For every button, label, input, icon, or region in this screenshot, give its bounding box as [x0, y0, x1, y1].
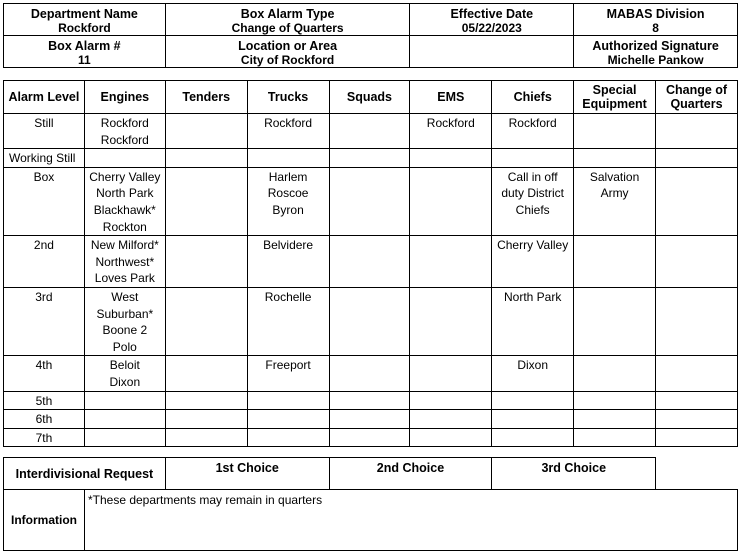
chiefs-entry: Chiefs [515, 202, 550, 217]
header-table [3, 3, 738, 68]
authorized-signature-value: Michelle Pankow [607, 53, 704, 67]
alarm-level-cell: 6th [4, 410, 85, 429]
interdivisional-table [3, 457, 738, 551]
table-row [4, 356, 738, 391]
special-entry: Salvation [589, 169, 640, 184]
coq-cell [656, 356, 738, 391]
squads-cell [329, 236, 410, 288]
coq-cell [656, 428, 738, 447]
trucks-cell [247, 391, 329, 410]
box-alarm-type-value: Change of Quarters [231, 21, 344, 35]
coq-cell [656, 236, 738, 288]
column-header-special-equipment: Special Equipment [574, 81, 656, 114]
coq-cell [656, 287, 738, 355]
authorized-signature-label: Authorized Signature [592, 39, 719, 53]
alarm-grid-table [3, 80, 738, 447]
coq-cell [656, 167, 738, 235]
ems-entry: Rockford [426, 116, 475, 130]
ems-cell [410, 410, 492, 429]
engines-cell [84, 167, 165, 235]
engines-cell [84, 410, 165, 429]
column-header-alarm-level: Alarm Level [4, 81, 85, 114]
special-cell [574, 428, 656, 447]
trucks-entry: Roscoe [267, 186, 309, 201]
effective-date-value: 05/22/2023 [461, 21, 522, 35]
mabas-division-value: 8 [652, 21, 659, 35]
tenders-cell [165, 356, 247, 391]
alarm-level-cell: Working Still [4, 149, 85, 168]
engines-entry: Rockton [102, 219, 147, 234]
information-text: *These departments may remain in quarters [84, 490, 737, 551]
ems-cell [410, 428, 492, 447]
tenders-cell [165, 428, 247, 447]
table-row [4, 167, 738, 235]
engines-entry: Rockford [100, 132, 149, 147]
department-name-label: Department Name [30, 7, 138, 21]
trucks-cell [247, 428, 329, 447]
special-cell [574, 391, 656, 410]
table-row [4, 236, 738, 288]
chiefs-cell [492, 114, 574, 149]
engines-entry: Dixon [109, 374, 141, 389]
ems-cell [410, 167, 492, 235]
engines-entry: Blackhawk* [93, 202, 156, 217]
engines-cell [84, 428, 165, 447]
tenders-cell [165, 410, 247, 429]
effective-date-cell [410, 4, 574, 36]
effective-date-label: Effective Date [450, 7, 534, 21]
engines-entry: Cherry Valley [89, 169, 161, 184]
special-cell [574, 149, 656, 168]
empty-header-cell [410, 36, 574, 68]
engines-entry: New Milford* [90, 238, 159, 253]
trucks-cell [247, 114, 329, 149]
third-choice-label: 3rd Choice [492, 458, 656, 490]
location-value: City of Rockford [240, 53, 335, 67]
coq-cell [656, 149, 738, 168]
department-name-cell [4, 4, 166, 36]
chiefs-cell [492, 236, 574, 288]
chiefs-entry: North Park [503, 289, 562, 304]
authorized-signature-cell [574, 36, 738, 68]
table-row [4, 391, 738, 410]
tenders-cell [165, 287, 247, 355]
engines-entry: Boone 2 [102, 323, 148, 338]
column-header-squads: Squads [329, 81, 410, 114]
chiefs-entry: duty District [501, 186, 564, 201]
chiefs-entry: Dixon [517, 358, 548, 373]
trucks-cell [247, 167, 329, 235]
engines-entry: Rockford [100, 116, 149, 130]
blank-corner [656, 458, 738, 490]
chiefs-cell [492, 428, 574, 447]
table-row [4, 410, 738, 429]
table-row [4, 428, 738, 447]
column-header-change-of-quarters: Change of Quarters [656, 81, 738, 114]
trucks-entry: Harlem [268, 169, 308, 184]
table-row [4, 114, 738, 149]
alarm-level-cell: 5th [4, 391, 85, 410]
special-cell [574, 410, 656, 429]
tenders-cell [165, 114, 247, 149]
alarm-level-cell: Still [4, 114, 85, 149]
alarm-level-cell: Box [4, 167, 85, 235]
alarm-level-cell: 2nd [4, 236, 85, 288]
box-alarm-number-cell [4, 36, 166, 68]
box-alarm-number-label: Box Alarm # [48, 39, 121, 53]
column-header-engines: Engines [84, 81, 165, 114]
trucks-cell [247, 236, 329, 288]
chiefs-entry: Cherry Valley [497, 238, 569, 253]
interdivisional-request-label: Interdivisional Request [4, 458, 166, 490]
ems-cell [410, 287, 492, 355]
tenders-cell [165, 391, 247, 410]
table-row [4, 287, 738, 355]
second-choice-label: 2nd Choice [329, 458, 492, 490]
grid-header-row [4, 81, 738, 114]
column-header-tenders: Tenders [165, 81, 247, 114]
engines-entry: Northwest* [95, 254, 155, 269]
engines-entry: Polo [112, 339, 137, 354]
ems-cell [410, 236, 492, 288]
box-alarm-type-label: Box Alarm Type [240, 7, 335, 21]
ems-cell [410, 356, 492, 391]
information-label: Information [4, 490, 85, 551]
squads-cell [329, 167, 410, 235]
alarm-level-cell: 3rd [4, 287, 85, 355]
engines-entry: Suburban* [96, 306, 154, 321]
trucks-cell [247, 410, 329, 429]
squads-cell [329, 428, 410, 447]
mabas-division-cell [574, 4, 738, 36]
squads-cell [329, 114, 410, 149]
trucks-cell [247, 287, 329, 355]
chiefs-cell [492, 287, 574, 355]
squads-cell [329, 356, 410, 391]
squads-cell [329, 287, 410, 355]
trucks-cell [247, 149, 329, 168]
first-choice-label: 1st Choice [165, 458, 329, 490]
chiefs-cell [492, 149, 574, 168]
box-alarm-type-cell [165, 4, 410, 36]
table-row [4, 149, 738, 168]
chiefs-cell [492, 167, 574, 235]
engines-cell [84, 236, 165, 288]
engines-cell [84, 391, 165, 410]
special-cell [574, 287, 656, 355]
chiefs-cell [492, 391, 574, 410]
special-cell [574, 167, 656, 235]
alarm-level-cell: 7th [4, 428, 85, 447]
squads-cell [329, 149, 410, 168]
ems-cell [410, 149, 492, 168]
ems-cell [410, 391, 492, 410]
trucks-entry: Byron [272, 202, 304, 217]
engines-cell [84, 356, 165, 391]
chiefs-entry: Rockford [508, 116, 557, 130]
chiefs-cell [492, 410, 574, 429]
coq-cell [656, 114, 738, 149]
trucks-entry: Freeport [265, 358, 311, 373]
coq-cell [656, 410, 738, 429]
trucks-entry: Rochelle [264, 289, 312, 304]
column-header-chiefs: Chiefs [492, 81, 574, 114]
chiefs-cell [492, 356, 574, 391]
tenders-cell [165, 149, 247, 168]
column-header-trucks: Trucks [247, 81, 329, 114]
engines-entry: West [111, 289, 139, 304]
engines-cell [84, 287, 165, 355]
trucks-entry: Belvidere [263, 238, 314, 253]
location-cell [165, 36, 410, 68]
engines-entry: North Park [96, 186, 154, 201]
special-cell [574, 114, 656, 149]
engines-entry: Loves Park [94, 271, 155, 286]
chiefs-entry: Call in off [507, 169, 558, 184]
trucks-entry: Rockford [264, 116, 313, 130]
trucks-cell [247, 356, 329, 391]
squads-cell [329, 391, 410, 410]
special-entry: Army [600, 186, 629, 201]
coq-cell [656, 391, 738, 410]
engines-cell [84, 149, 165, 168]
box-alarm-number-value: 11 [78, 53, 91, 67]
alarm-level-cell: 4th [4, 356, 85, 391]
tenders-cell [165, 167, 247, 235]
location-label: Location or Area [238, 39, 338, 53]
special-cell [574, 236, 656, 288]
engines-entry: Beloit [109, 358, 140, 373]
tenders-cell [165, 236, 247, 288]
mabas-division-label: MABAS Division [606, 7, 705, 21]
column-header-ems: EMS [410, 81, 492, 114]
department-name-value: Rockford [58, 21, 111, 35]
special-cell [574, 356, 656, 391]
ems-cell [410, 114, 492, 149]
squads-cell [329, 410, 410, 429]
engines-cell [84, 114, 165, 149]
